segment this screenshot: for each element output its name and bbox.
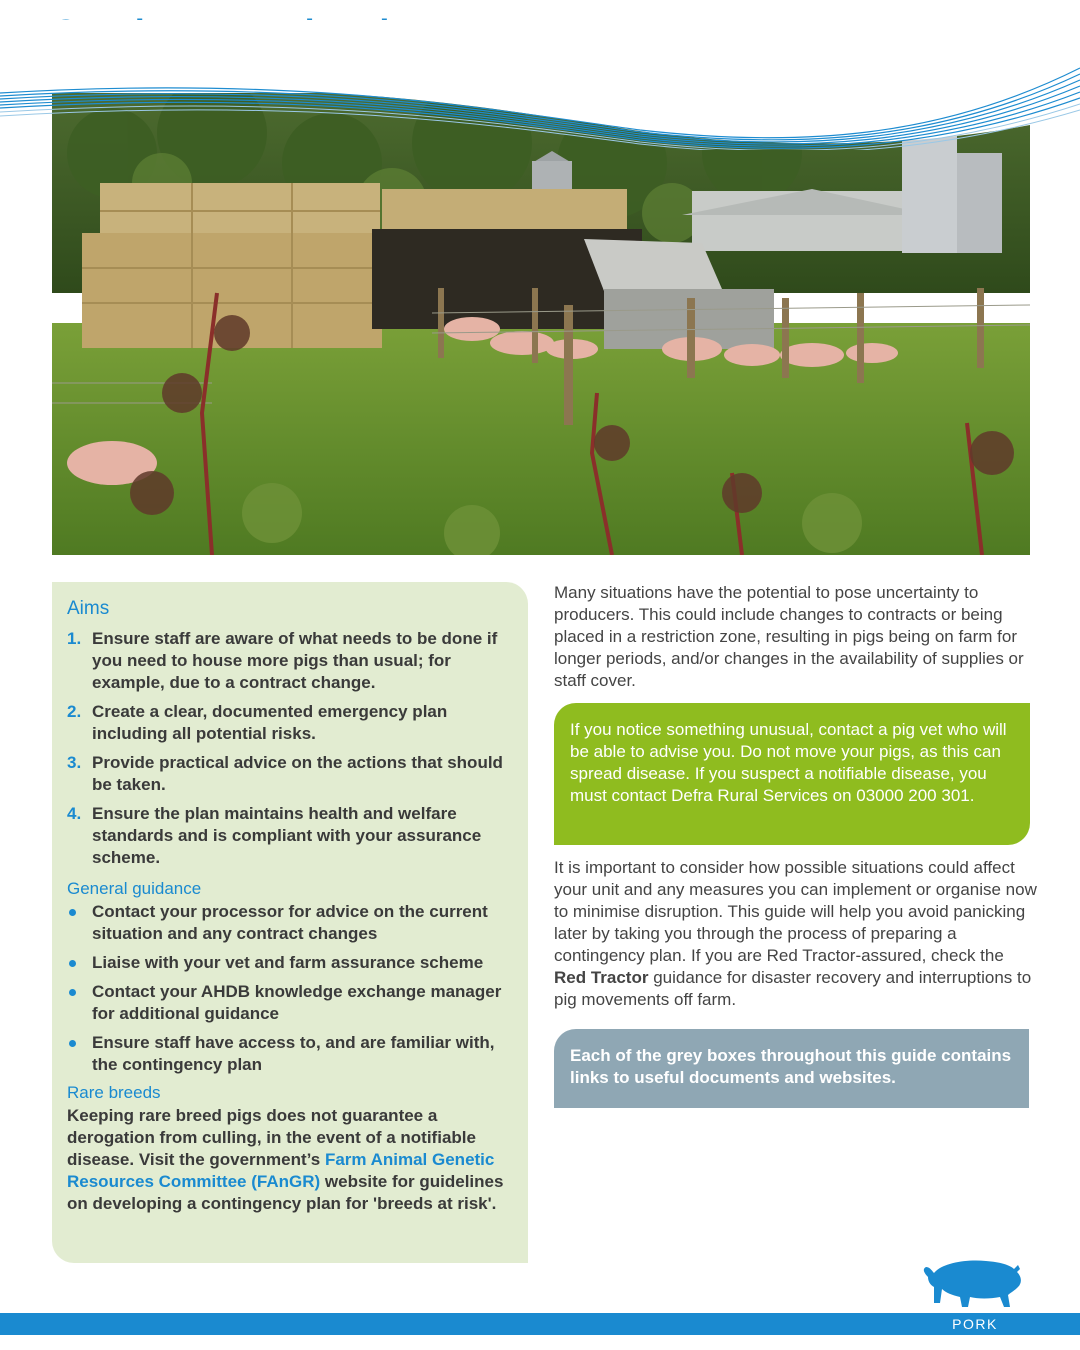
notice-box xyxy=(554,703,1030,845)
grey-note-text: Each of the grey boxes throughout this guide contains links to useful documents and websites. xyxy=(570,1046,1012,1087)
pig-logo-icon xyxy=(920,1255,1024,1313)
guidance-item-text: Contact your processor for advice on the current situation and any contract changes xyxy=(92,902,488,943)
guide-paragraph xyxy=(554,857,1038,1011)
guidance-list xyxy=(67,901,512,1076)
footer-bar xyxy=(0,1313,1080,1335)
guidance-item-text: Contact your AHDB knowledge exchange manager for additional guidance xyxy=(92,982,502,1023)
bullet-icon xyxy=(69,989,76,996)
bullet-icon xyxy=(69,960,76,967)
aims-list xyxy=(67,628,512,869)
red-tractor-link[interactable]: Red Tractor xyxy=(554,968,649,987)
header-waves xyxy=(0,20,1080,150)
aims-item xyxy=(67,803,512,869)
aims-item-text: Provide practical advice on the actions that should be taken. xyxy=(92,753,503,794)
aims-item-text: Create a clear, documented emergency plan including all potential risks. xyxy=(92,702,448,743)
brand-label: PORK xyxy=(952,1316,998,1332)
guidance-item-text: Liaise with your vet and farm assurance scheme xyxy=(92,953,484,972)
rare-text-after: website for guidelines on developing a contingency plan for 'breeds at risk'. xyxy=(67,1172,504,1213)
aims-item-text: Ensure staff are aware of what needs to be done if you need to house more pigs than usual; for example, due to a contract change. xyxy=(92,629,498,692)
aims-item-number: 3. xyxy=(67,753,82,772)
aims-item xyxy=(67,701,512,745)
rare-breeds-text xyxy=(67,1105,512,1215)
guide-text-before: It is important to consider how possible situations could affect your unit and any measures you can implement or organise now to minimise disruption. This guide will help you avoid panicking later by taking you through the process of preparing a contingency plan. If you are Red Tractor-assured, check the xyxy=(554,858,1037,965)
guidance-item xyxy=(67,901,512,945)
guidance-item xyxy=(67,981,512,1025)
farm-photo-illustration xyxy=(52,93,1030,555)
rare-breeds-heading: Rare breeds xyxy=(67,1083,161,1102)
farm-photo xyxy=(52,93,1030,555)
aims-item-number: 1. xyxy=(67,629,82,648)
aims-item xyxy=(67,752,512,796)
guidance-item-text: Ensure staff have access to, and are familiar with, the contingency plan xyxy=(92,1033,495,1074)
bullet-icon xyxy=(69,1040,76,1047)
guidance-item xyxy=(67,952,512,974)
guidance-item xyxy=(67,1032,512,1076)
grey-note-box xyxy=(554,1029,1029,1108)
fangr-link[interactable]: Farm Animal Genetic Resources Committee (FAnGR) xyxy=(67,1150,495,1191)
aims-item-number: 2. xyxy=(67,702,82,721)
intro-paragraph: Many situations have the potential to pose uncertainty to producers. This could include changes to contracts or being placed in a restriction zone, resulting in pigs being on farm for longer periods, and/or changes in the availability of supplies or staff cover. xyxy=(554,583,1024,690)
guidance-heading: General guidance xyxy=(67,879,202,898)
bullet-icon xyxy=(69,909,76,916)
rare-text-before: Keeping rare breed pigs does not guarantee a derogation from culling, in the event of a notifiable disease. Visit the government’s xyxy=(67,1106,476,1169)
guide-text-after: guidance for disaster recovery and interruptions to pig movements off farm. xyxy=(554,968,1032,1009)
aims-panel xyxy=(52,582,528,1263)
aims-item-text: Ensure the plan maintains health and welfare standards and is compliant with your assurance scheme. xyxy=(92,804,482,867)
notice-text: If you notice something unusual, contact a pig vet who will be able to advise you. Do not move your pigs, as this can spread disease. If you suspect a notifiable disease, you must contact Defra Rural Services on 03000 200 301. xyxy=(570,720,1007,805)
aims-item xyxy=(67,628,512,694)
aims-heading: Aims xyxy=(67,598,110,619)
aims-item-number: 4. xyxy=(67,804,82,823)
